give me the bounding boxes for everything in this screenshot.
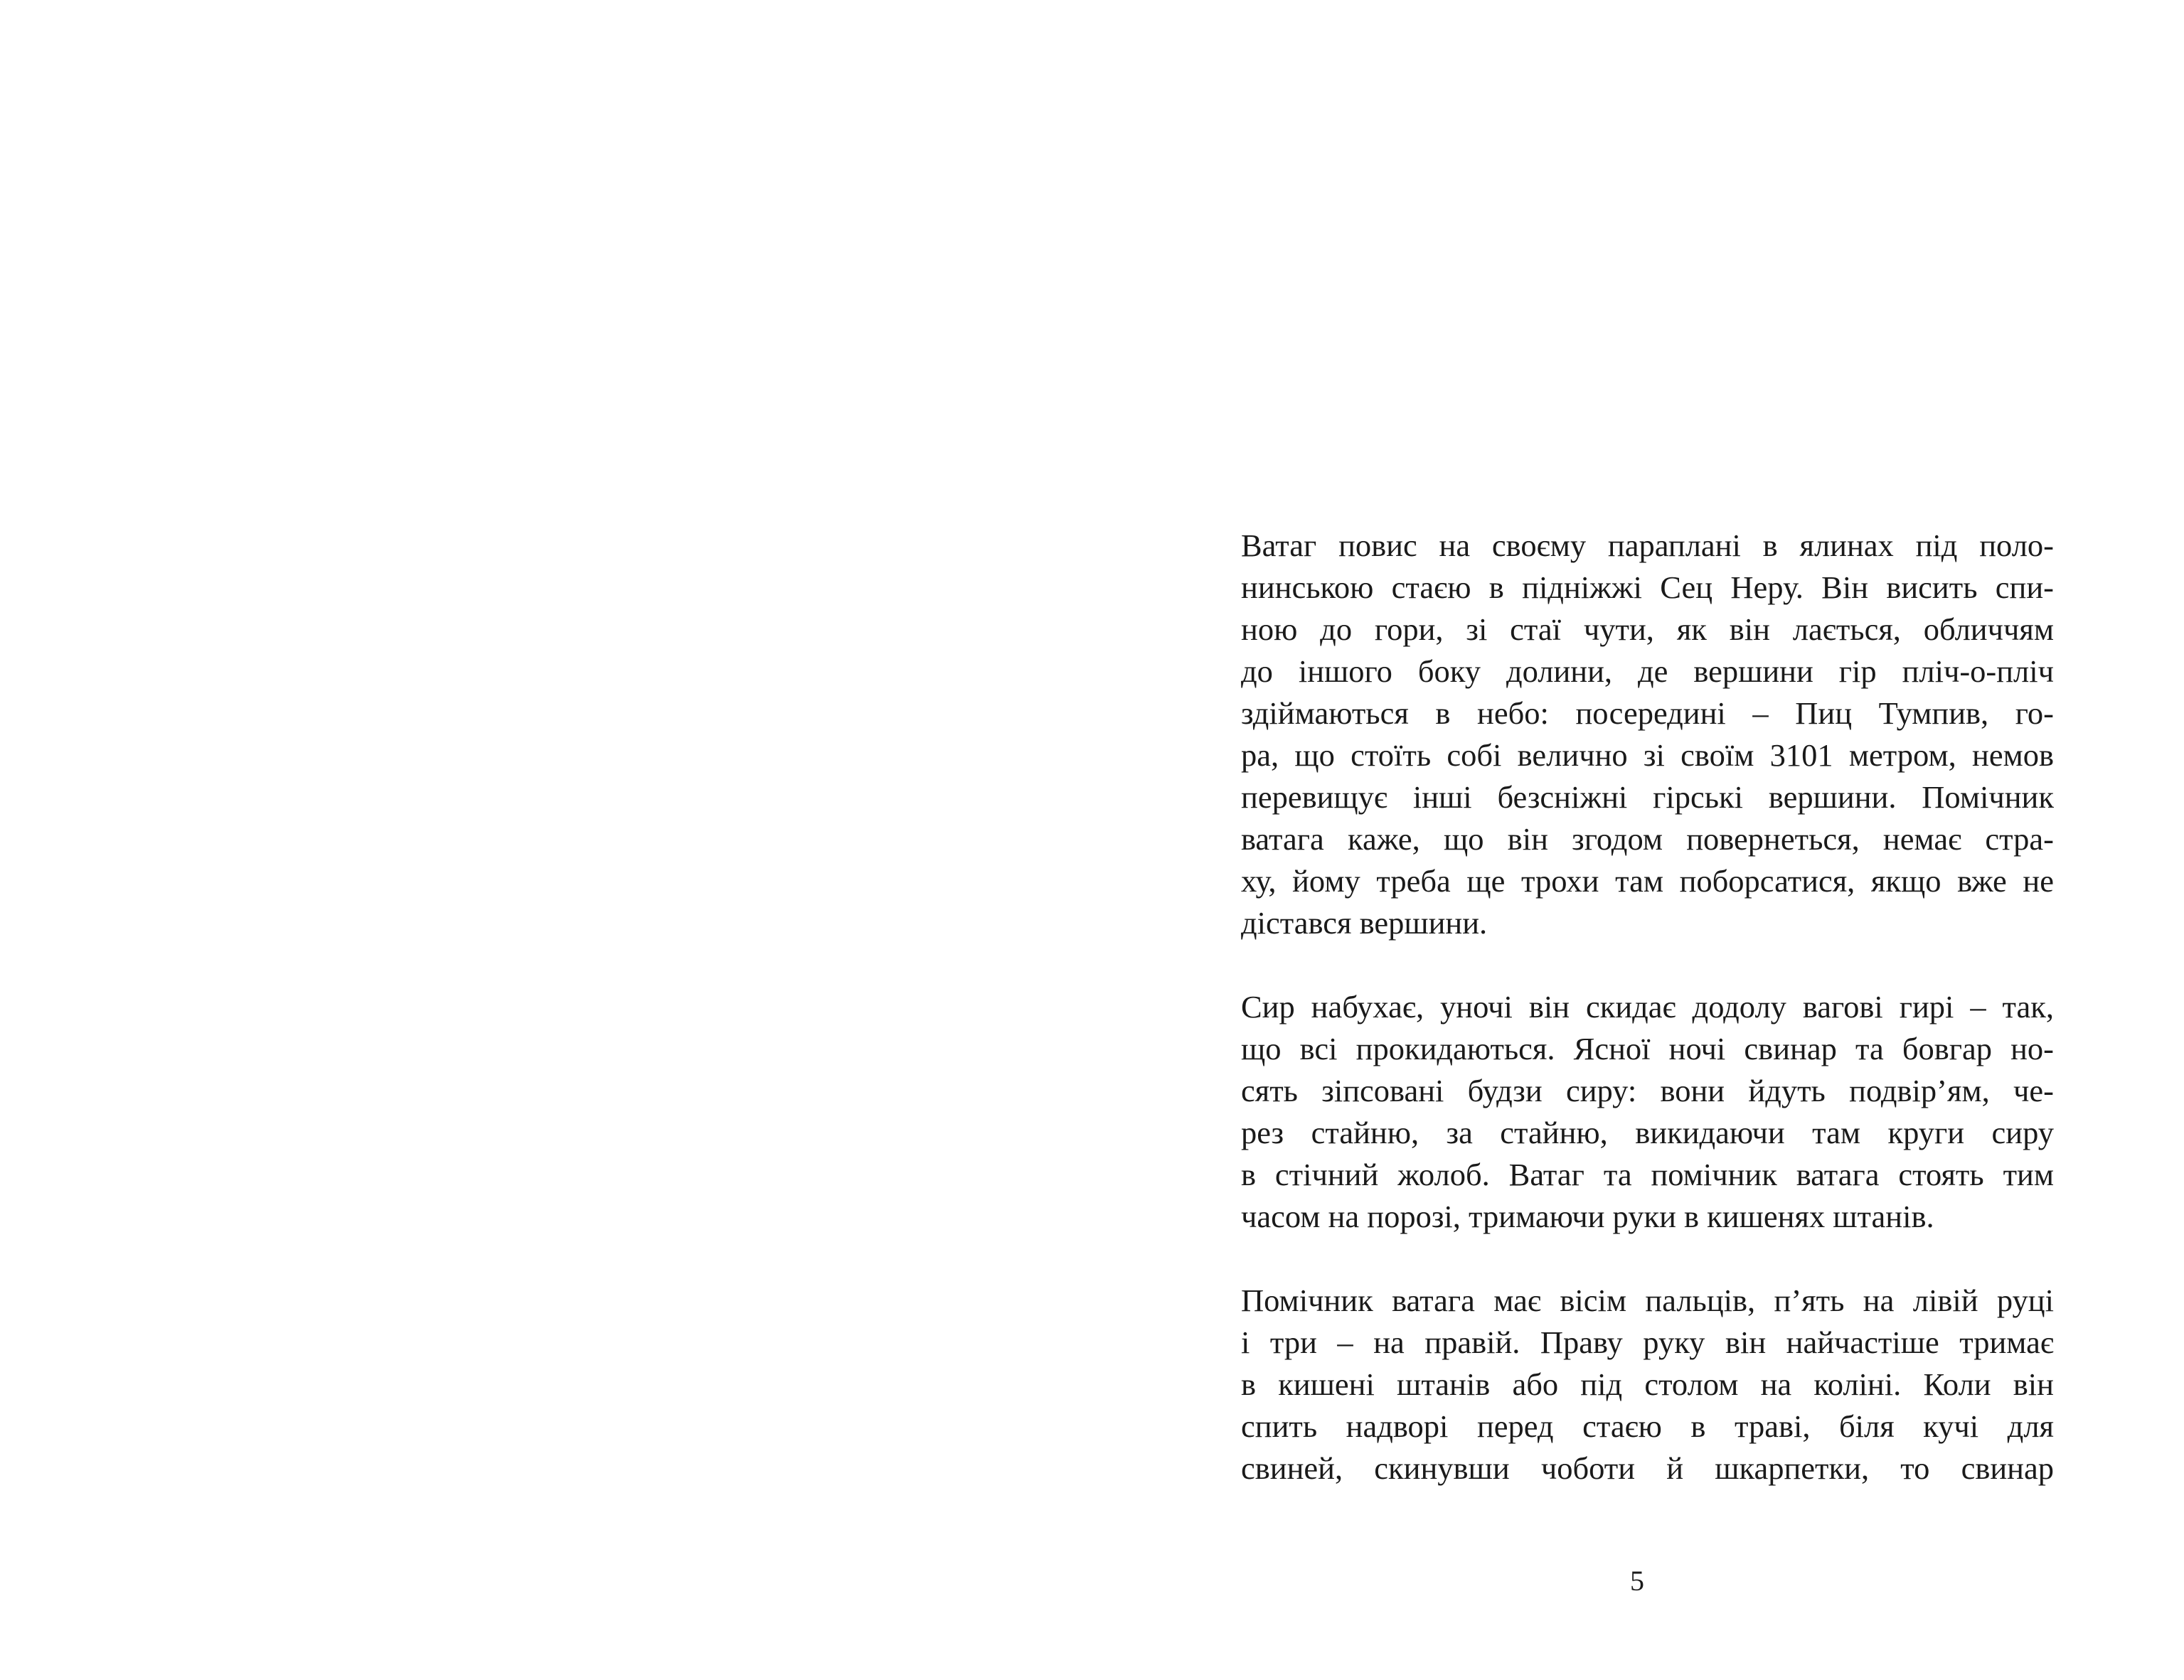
paragraph-2 [1241,986,2054,1238]
text-line: перевищує інші безсніжні гірські вершини. Помічник [1241,779,2054,815]
text-line: свиней, скинувши чоботи й шкарпетки, то свинар [1241,1450,2054,1486]
text-line: здіймаються в небо: посередині – Пиц Тумпив, го- [1241,695,2054,731]
text-line: спить надворі перед стаєю в траві, біля кучі для [1241,1408,2054,1444]
text-line: сять зіпсовані будзи сиру: вони йдуть подвір’ям, че- [1241,1073,2054,1108]
text-line: в кишені штанів або під столом на коліні. Коли він [1241,1366,2054,1402]
text-line: в стічний жолоб. Ватаг та помічник ватага стоять тим [1241,1157,2054,1192]
paragraph-3 [1241,1280,2054,1489]
text-line: ною до гори, зі стаї чути, як він лається, обличчям [1241,611,2054,647]
text-line: Ватаг повис на своєму параплані в ялинах під поло- [1241,528,2054,563]
text-line: Сир набухає, уночі він скидає додолу вагові гирі – так, [1241,989,2054,1024]
text-line: ра, що стоїть собі велично зі своїм 3101 метром, немов [1241,737,2054,773]
text-line: часом на порозі, тримаючи руки в кишенях штанів. [1241,1199,1934,1234]
text-line: ху, йому треба ще трохи там поборсатися, якщо вже не [1241,863,2054,899]
text-line: рез стайню, за стайню, викидаючи там круги сиру [1241,1115,2054,1150]
text-line: нинською стаєю в підніжжі Сец Неру. Він висить спи- [1241,569,2054,605]
right-page [1092,0,2184,1680]
text-line: ватага каже, що він згодом повернеться, немає стра- [1241,821,2054,857]
text-line: до іншого боку долини, де вершини гір пліч-о-пліч [1241,653,2054,689]
page-number: 5 [1630,1565,1644,1597]
text-line: Помічник ватага має вісім пальців, п’ять на лівій руці [1241,1283,2054,1318]
paragraph-1 [1241,525,2054,944]
body-text [1241,525,2054,1489]
text-line: що всі прокидаються. Ясної ночі свинар та бовгар но- [1241,1031,2054,1066]
text-line: дістався вершини. [1241,905,1488,941]
text-line: і три – на правій. Праву руку він найчастіше тримає [1241,1325,2054,1360]
